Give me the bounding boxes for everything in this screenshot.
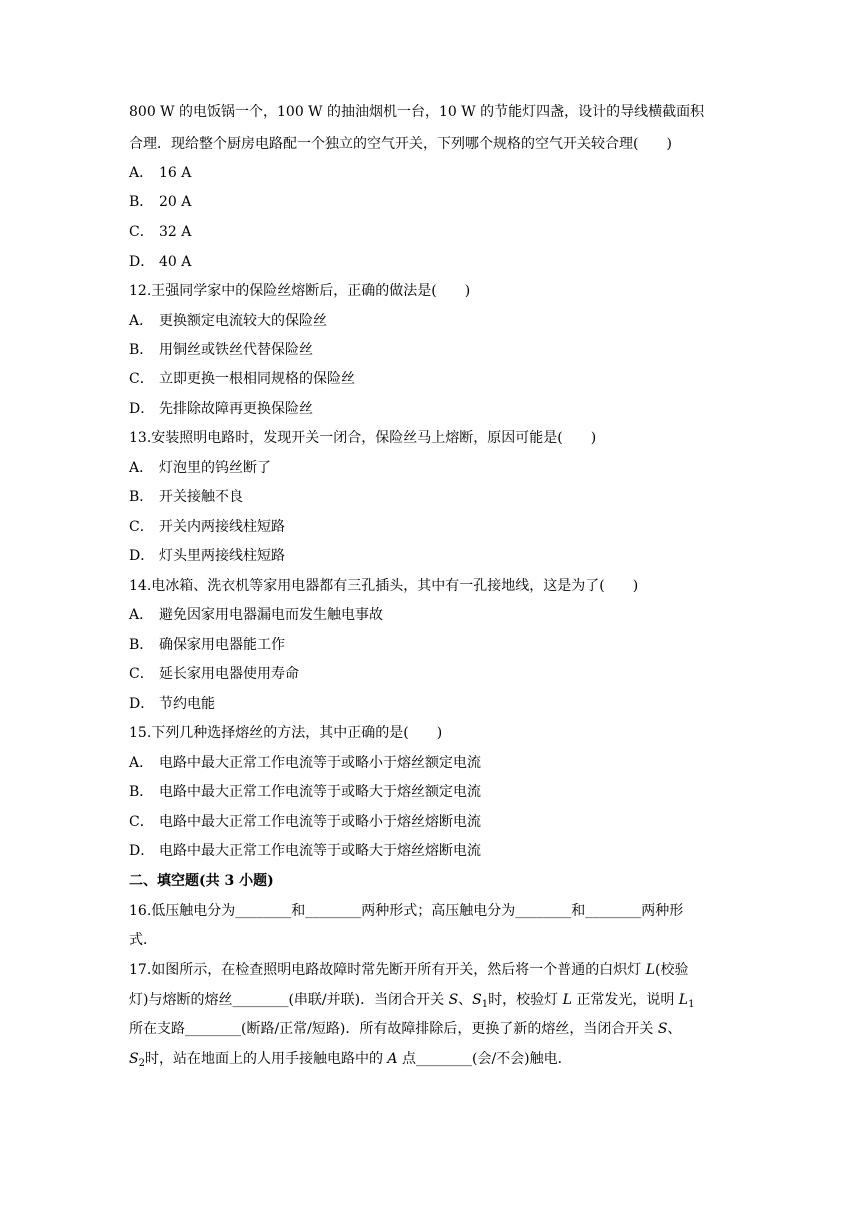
- option-text: 40 A: [159, 254, 192, 270]
- symbol-S2: S: [129, 1051, 139, 1067]
- symbol-A: A: [387, 1051, 398, 1067]
- text-run: 时，校验灯: [488, 992, 563, 1008]
- q14-option-b: [129, 635, 285, 655]
- subscript: 1: [688, 999, 695, 1010]
- option-text: 立即更换一根相同规格的保险丝: [159, 371, 355, 387]
- option-label: B．: [129, 342, 154, 358]
- option-label: D．: [129, 548, 155, 564]
- q17-line-3: [129, 1019, 681, 1039]
- option-text: 32 A: [159, 224, 192, 240]
- option-label: D．: [129, 696, 155, 712]
- q15-option-d: [129, 841, 481, 861]
- q14-option-c: [129, 664, 299, 684]
- q15-option-b: [129, 782, 481, 802]
- q13-stem: 13.安装照明电路时，发现开关一闭合，保险丝马上熔断，原因可能是( ): [129, 430, 597, 446]
- symbol-S: S: [448, 992, 459, 1008]
- option-text: 延长家用电器使用寿命: [159, 666, 299, 682]
- option-label: C．: [129, 666, 154, 682]
- option-text: 更换额定电流较大的保险丝: [159, 313, 327, 329]
- text-run: 灯)与熔断的熔丝________(串联/并联)．当闭合开关: [129, 992, 449, 1008]
- q13-option-b: [129, 487, 243, 507]
- option-label: A．: [129, 460, 154, 476]
- q13-option-c: [129, 517, 285, 537]
- option-label: C．: [129, 371, 154, 387]
- option-text: 开关内两接线柱短路: [159, 519, 285, 535]
- text-run: (校验: [655, 962, 689, 978]
- option-text: 用铜丝或铁丝代替保险丝: [159, 342, 313, 358]
- option-label: A．: [129, 313, 154, 329]
- section-heading: 二、填空题(共 3 小题): [129, 873, 274, 889]
- option-text: 灯头里两接线柱短路: [159, 548, 285, 564]
- option-label: C．: [129, 224, 154, 240]
- q12-stem: 12.王强同学家中的保险丝熔断后，正确的做法是( ): [129, 283, 471, 299]
- q11-line-2: 合理．现给整个厨房电路配一个独立的空气开关，下列哪个规格的空气开关较合理( ): [129, 136, 672, 152]
- text-run: 正常发光，说明: [571, 992, 679, 1008]
- option-label: C．: [129, 814, 154, 830]
- q11-line-1: 800 W 的电饭锅一个，100 W 的抽油烟机一台，10 W 的节能灯四盏，设计的导线横截面积: [129, 104, 705, 120]
- q12-option-d: [129, 399, 313, 419]
- option-text: 节约电能: [159, 696, 215, 712]
- subscript: 1: [481, 999, 489, 1010]
- q17-line-4: [129, 1049, 572, 1069]
- q12-option-a: [129, 311, 327, 331]
- text-run: 时，站在地面上的人用手接触电路中的: [144, 1051, 388, 1067]
- option-text: 先排除故障再更换保险丝: [159, 401, 313, 417]
- option-label: A．: [129, 607, 154, 623]
- option-text: 开关接触不良: [159, 489, 243, 505]
- symbol-S1: S: [472, 992, 482, 1008]
- option-text: 电路中最大正常工作电流等于或略大于熔丝熔断电流: [159, 843, 481, 859]
- q11-option-a: [129, 163, 191, 183]
- q11-option-d: [129, 252, 191, 272]
- q12-option-b: [129, 340, 313, 360]
- text-run: 、: [458, 992, 473, 1008]
- option-text: 避免因家用电器漏电而发生触电事故: [159, 607, 383, 623]
- option-label: D．: [129, 401, 155, 417]
- q17-line-2: [129, 990, 694, 1010]
- text-run: 所在支路________(断路/正常/短路)．所有故障排除后，更换了新的熔丝，当闭合开关: [129, 1021, 658, 1037]
- symbol-L: L: [645, 962, 656, 978]
- option-label: D．: [129, 254, 155, 270]
- option-label: D．: [129, 843, 155, 859]
- option-text: 灯泡里的钨丝断了: [159, 460, 271, 476]
- subscript: 2: [138, 1058, 145, 1069]
- text-run: 点________(会/不会)触电．: [397, 1051, 572, 1067]
- q14-option-a: [129, 605, 383, 625]
- q15-option-a: [129, 753, 481, 773]
- option-label: C．: [129, 519, 154, 535]
- option-text: 电路中最大正常工作电流等于或略大于熔丝额定电流: [159, 784, 481, 800]
- option-label: A．: [129, 165, 154, 181]
- q13-option-a: [129, 458, 271, 478]
- option-label: B．: [129, 194, 154, 210]
- option-text: 确保家用电器能工作: [159, 637, 285, 653]
- q14-stem: 14.电冰箱、洗衣机等家用电器都有三孔插头，其中有一孔接地线，这是为了( ): [129, 578, 639, 594]
- q15-stem: 15.下列几种选择熔丝的方法，其中正确的是( ): [129, 725, 443, 741]
- q11-option-b: [129, 192, 191, 212]
- option-label: B．: [129, 784, 154, 800]
- text-run: 17.如图所示，在检查照明电路故障时常先断开所有开关，然后将一个普通的白炽灯: [129, 962, 646, 978]
- q12-option-c: [129, 369, 355, 389]
- q15-option-c: [129, 812, 481, 832]
- text-run: 、: [667, 1021, 682, 1037]
- q16-line-2: 式．: [129, 932, 157, 948]
- option-label: B．: [129, 637, 154, 653]
- symbol-S: S: [657, 1021, 668, 1037]
- q14-option-d: [129, 694, 215, 714]
- q11-option-c: [129, 222, 191, 242]
- symbol-L1: L: [678, 992, 689, 1008]
- option-text: 电路中最大正常工作电流等于或略小于熔丝熔断电流: [159, 814, 481, 830]
- q13-option-d: [129, 546, 285, 566]
- option-text: 20 A: [159, 194, 192, 210]
- q16-line-1: 16.低压触电分为________和________两种形式；高压触电分为________和________两种形: [129, 903, 684, 919]
- q17-line-1: [129, 960, 688, 980]
- option-label: B．: [129, 489, 154, 505]
- option-label: A．: [129, 755, 154, 771]
- option-text: 16 A: [159, 165, 192, 181]
- option-text: 电路中最大正常工作电流等于或略小于熔丝额定电流: [159, 755, 481, 771]
- symbol-L: L: [562, 992, 572, 1008]
